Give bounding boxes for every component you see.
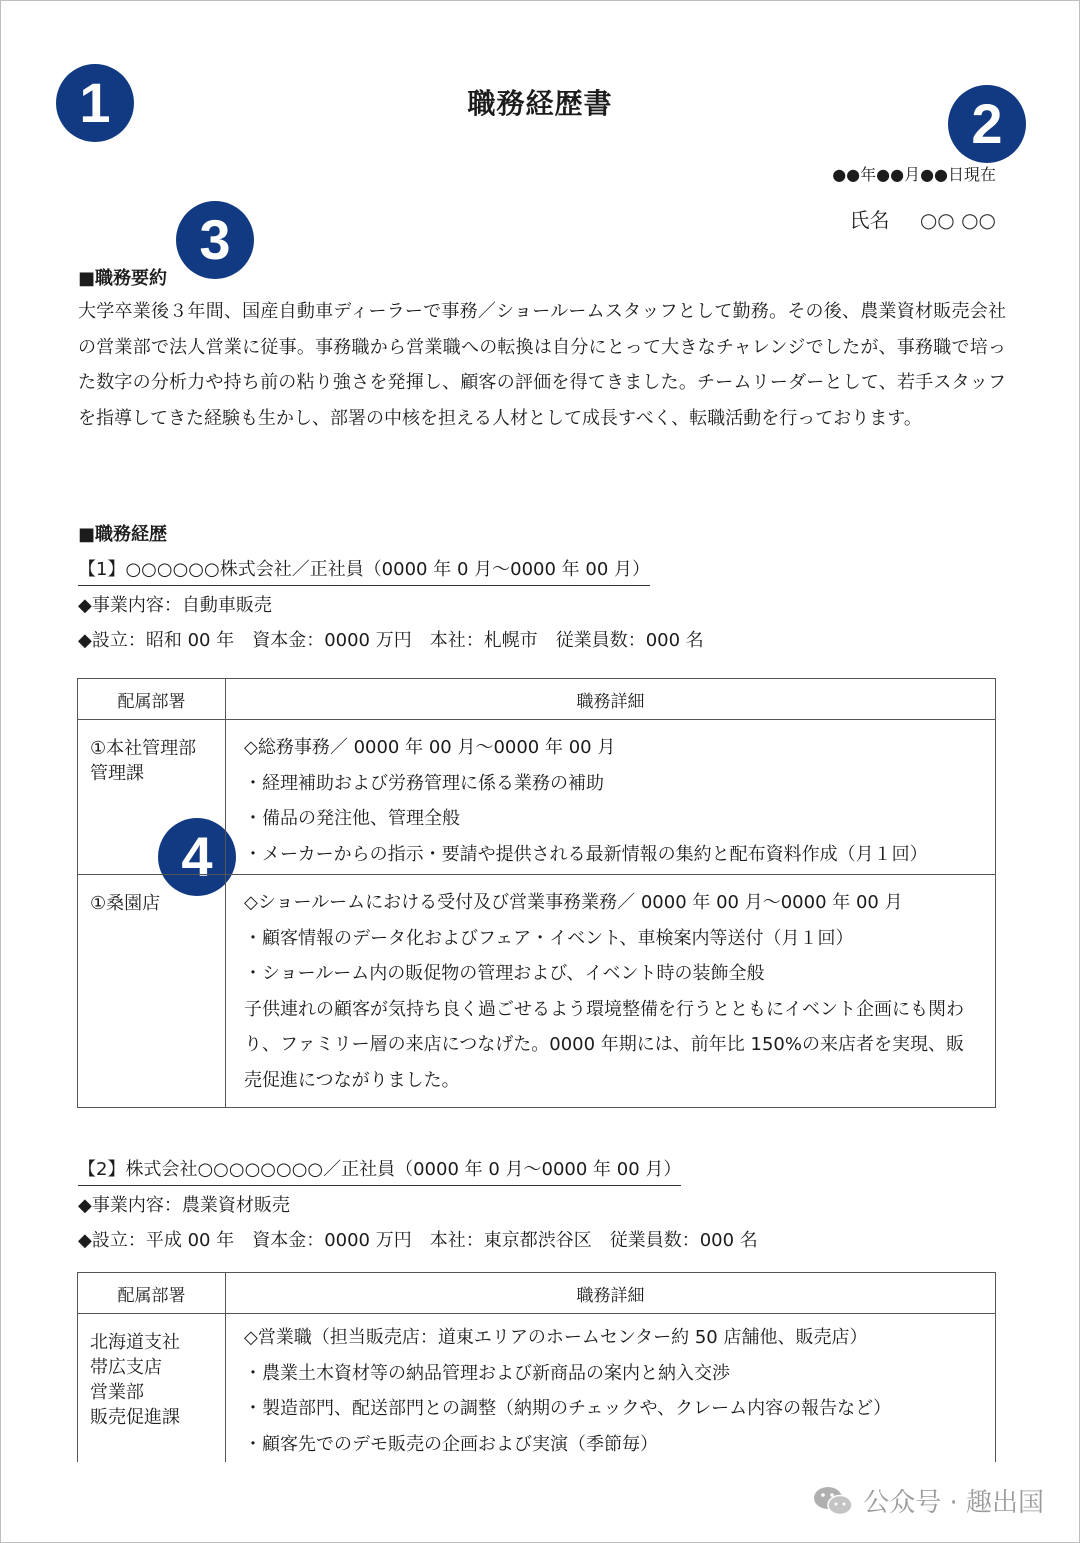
- dept-cell: [78, 1314, 226, 1463]
- detail-line: ・製造部門、配送部門との調整（納期のチェックや、クレーム内容の報告など）: [244, 1398, 892, 1419]
- marker-2: 2: [948, 85, 1026, 163]
- details-cell: [226, 1314, 996, 1463]
- company-1-business: ◆事業内容：自動車販売: [78, 595, 272, 616]
- detail-line: ◇総務事務／ 0000 年 00 月〜0000 年 00 月: [244, 737, 616, 758]
- company-2-table: [77, 1272, 996, 1462]
- marker-4: 4: [158, 818, 236, 896]
- company-1-info: ◆設立：昭和 00 年 資本金：0000 万円 本社：札幌市 従業員数：000 名: [78, 630, 704, 651]
- details-column-header: 職務詳細: [226, 679, 996, 720]
- detail-line: ◇ショールームにおける受付及び営業事務業務／ 0000 年 00 月〜0000 年 00 月: [244, 892, 903, 913]
- details-cell: [226, 875, 996, 1108]
- dept-column-header: 配属部署: [78, 1273, 226, 1314]
- page-title: 職務経歴書: [467, 87, 613, 120]
- dept-cell: [78, 875, 226, 1108]
- table-row: [78, 875, 996, 1108]
- company-1-table: [77, 678, 996, 1108]
- dept-cell: [78, 720, 226, 875]
- detail-line: ・顧客情報のデータ化およびフェア・イベント、車検案内等送付（月１回）: [244, 927, 854, 949]
- name-line: [849, 204, 996, 233]
- company-2-info: ◆設立：平成 00 年 資本金：0000 万円 本社：東京都渋谷区 従業員数：000 名: [78, 1230, 758, 1251]
- detail-line: ・顧客先でのデモ販売の企画および実演（季節毎）: [244, 1433, 658, 1455]
- detail-note: 子供連れの顧客が気持ち良く過ごせるよう環境整備を行うとともにイベント企画にも関わり、ファミリー層の来店につなげた。0000 年期には、前年比 150%の来店者を実現、販売促進につながりました。: [244, 998, 964, 1091]
- detail-line: ・備品の発注他、管理全般: [244, 808, 460, 829]
- company-2-title: 【2】株式会社○○○○○○○○／正社員（0000 年 0 月〜0000 年 00 月）: [78, 1155, 681, 1186]
- company-1-title: 【1】○○○○○○株式会社／正社員（0000 年 0 月〜0000 年 00 月）: [78, 555, 650, 586]
- detail-line: ◇営業職（担当販売店：道東エリアのホームセンター約 50 店舗他、販売店）: [244, 1327, 868, 1348]
- watermark: [813, 1482, 1044, 1519]
- dept-line: 帯広支店: [90, 1357, 162, 1378]
- table-header-row: [78, 679, 996, 720]
- career-heading: ■職務経歴: [78, 524, 168, 545]
- name-value: ○○ ○○: [919, 208, 996, 232]
- marker-1: 1: [56, 64, 134, 142]
- dept-line: ①本社管理部: [90, 738, 197, 759]
- name-label: 氏名: [849, 208, 890, 232]
- detail-line: ・ショールーム内の販促物の管理および、イベント時の装飾全般: [244, 963, 765, 984]
- detail-line: ・メーカーからの指示・要請や提供される最新情報の集約と配布資料作成（月１回）: [244, 843, 928, 865]
- details-cell: [226, 720, 996, 875]
- summary-text: 大学卒業後３年間、国産自動車ディーラーで事務／ショールームスタッフとして勤務。その後、農業資材販売会社の営業部で法人営業に従事。事務職から営業職への転換は自分にとって大きなチャレンジでしたが、事務職で培った数字の分析力や持ち前の粘り強さを発揮し、顧客の評価を得てきました。チームリーダーとして、若手スタッフを指導してきた経験も生かし、部署の中核を担える人材として成長すべく、転職活動を行っております。: [78, 301, 1006, 429]
- table-header-row: [78, 1273, 996, 1314]
- watermark-text: 公众号 · 趣出国: [863, 1488, 1044, 1518]
- table-row: [78, 1314, 996, 1463]
- dept-column-header: 配属部署: [78, 679, 226, 720]
- dept-line: 販売促進課: [90, 1407, 180, 1428]
- details-column-header: 職務詳細: [226, 1273, 996, 1314]
- company-2-business: ◆事業内容：農業資材販売: [78, 1195, 290, 1216]
- dept-line: ①桑園店: [90, 893, 161, 914]
- dept-line: 北海道支社: [90, 1332, 180, 1353]
- dept-line: 管理課: [90, 763, 144, 784]
- dept-line: 営業部: [90, 1382, 144, 1403]
- detail-line: ・農業土木資材等の納品管理および新商品の案内と納入交渉: [244, 1362, 730, 1384]
- marker-3: 3: [176, 201, 254, 279]
- detail-line: ・経理補助および労務管理に係る業務の補助: [244, 772, 604, 794]
- current-date: ●●年●●月●●日現在: [832, 165, 996, 184]
- table-row: [78, 720, 996, 875]
- wechat-icon: [813, 1485, 853, 1517]
- summary-heading: ■職務要約: [78, 268, 168, 289]
